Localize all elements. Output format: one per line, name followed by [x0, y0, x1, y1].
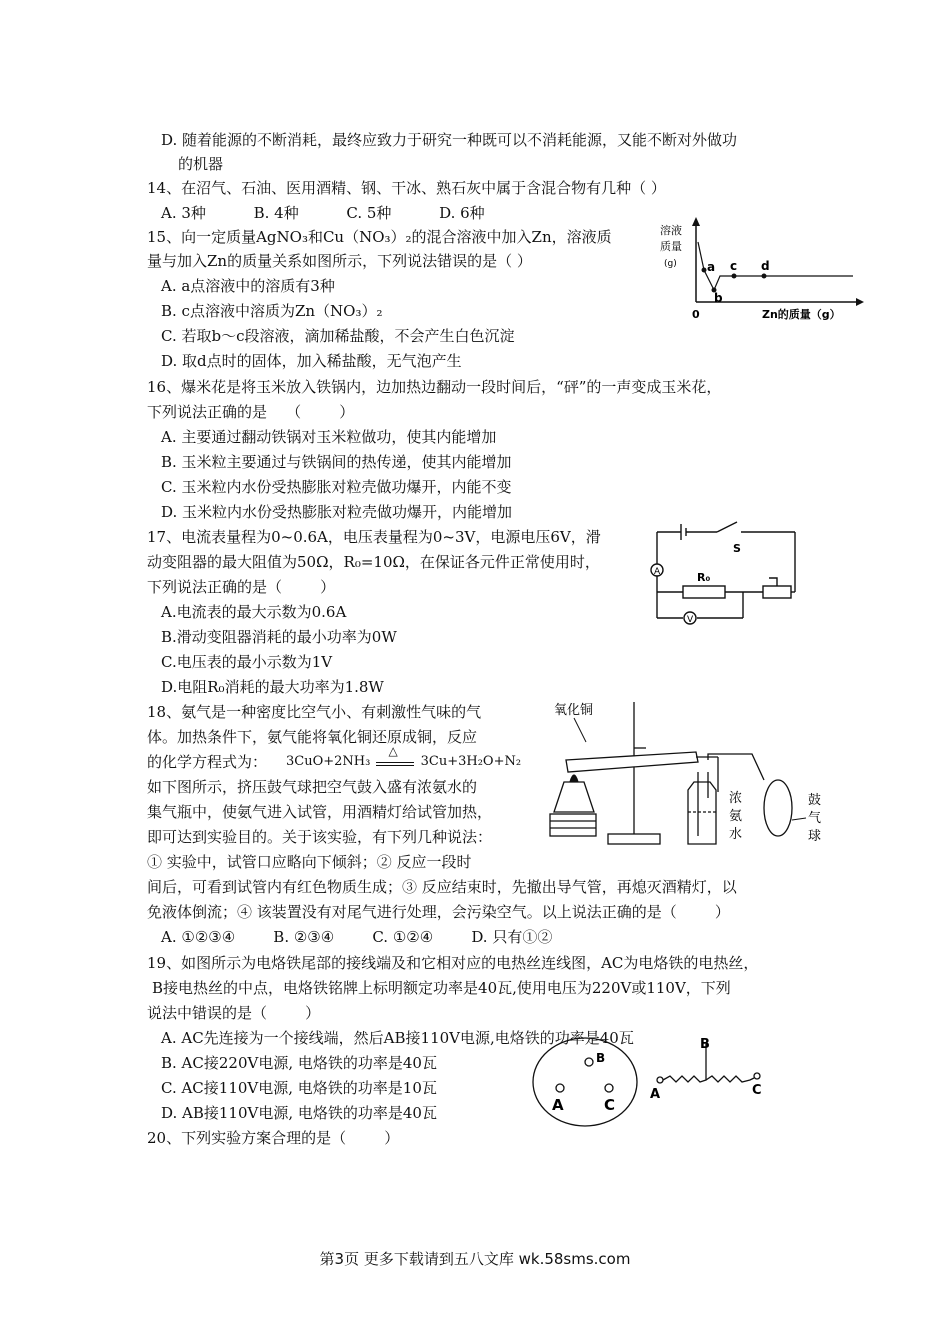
q17-option-c: C.电压表的最小示数为1V — [161, 653, 333, 671]
q18-label-bulb-2: 气 — [808, 811, 822, 826]
q18-apparatus — [546, 694, 831, 860]
q18-line5: 集气瓶中，使氨气进入试管，用酒精灯给试管加热， — [147, 803, 493, 821]
q15-label-a: a — [707, 260, 716, 274]
q19-option-a: A. AC先连接为一个接线端，然后AB接110V电源,电烙铁的功率是40瓦 — [161, 1029, 634, 1047]
q15-mass-graph — [658, 214, 868, 326]
q17-stem-line1: 17、电流表量程为0~0.6A，电压表量程为0~3V，电源电压6V，滑 — [147, 528, 601, 546]
q15-label-c: c — [730, 259, 738, 273]
q17-circuit-diagram — [645, 520, 807, 632]
q19-option-c: C. AC接110V电源, 电烙铁的功率是10瓦 — [161, 1079, 437, 1097]
q17-switch-label: S — [733, 542, 741, 555]
q15-stem-line2: 量与加入Zn的质量关系如图所示，下列说法错误的是（ ） — [147, 252, 532, 270]
q15-y-label-3: (g) — [664, 259, 677, 269]
q15-origin-label: 0 — [692, 308, 700, 321]
q18-label-cuo: 氧化铜 — [554, 703, 594, 718]
q15-point-a — [702, 268, 707, 273]
q15-option-a: A. a点溶液中的溶质有3种 — [161, 277, 335, 295]
q17-ammeter-label: A — [654, 567, 661, 577]
q16-option-c: C. 玉米粒内水份受热膨胀对粒壳做功爆开，内能不变 — [161, 478, 512, 496]
q13-option-d-line2: 的机器 — [178, 155, 224, 173]
q18-label-bulb-1: 鼓 — [808, 793, 822, 808]
q15-label-b: b — [714, 291, 723, 305]
q15-stem-line1: 15、向一定质量AgNO₃和Cu（NO₃）₂的混合溶液中加入Zn，溶液质 — [147, 228, 612, 246]
q14-stem: 14、在沼气、石油、医用酒精、钢、干冰、熟石灰中属于含混合物有几种（ ） — [147, 179, 666, 197]
q16-option-b: B. 玉米粒主要通过与铁锅间的热传递，使其内能增加 — [161, 453, 512, 471]
q18-line3: 的化学方程式为： — [147, 753, 268, 771]
page-footer: 第3页 更多下载请到五八文库 wk.58sms.com — [319, 1250, 631, 1268]
q18-options: A. ①②③④ B. ②③④ C. ①②④ D. 只有①② — [161, 928, 553, 946]
q18-equation-condition: △ — [388, 744, 398, 758]
q16-option-a: A. 主要通过翻动铁锅对玉米粒做功，使其内能增加 — [161, 428, 497, 446]
q18-label-ammonia-2: 氨 — [729, 809, 743, 824]
q19-stem-line2: B接电热丝的中点，电烙铁铭牌上标明额定功率是40瓦,使用电压为220V或110V，下列 — [152, 979, 731, 997]
q15-point-c — [732, 274, 737, 279]
q19-circle-b: B — [596, 1051, 606, 1065]
q17-stem-line2: 动变阻器的最大阻值为50Ω，R₀=10Ω，在保证各元件正常使用时， — [147, 553, 600, 571]
q15-y-label-2: 质量 — [660, 240, 682, 253]
q17-option-a: A.电流表的最大示数为0.6A — [161, 603, 347, 621]
q13-option-d-line1: D. 随着能源的不断消耗，最终应致力于研究一种既可以不消耗能源，又能不断对外做功 — [161, 131, 738, 149]
q18-label-ammonia-3: 水 — [729, 827, 743, 842]
q18-equation-left: 3CuO+2NH₃ — [286, 754, 371, 769]
q15-option-c: C. 若取b～c段溶液，滴加稀盐酸，不会产生白色沉淀 — [161, 327, 515, 345]
q18-label-ammonia-1: 浓 — [729, 791, 743, 806]
q15-option-d: D. 取d点时的固体，加入稀盐酸，无气泡产生 — [161, 352, 462, 370]
q20-stem: 20、下列实验方案合理的是（ ） — [147, 1129, 400, 1147]
q18-line1: 18、氨气是一种密度比空气小、有刺激性气味的气 — [147, 703, 482, 721]
q15-y-label-1: 溶液 — [660, 224, 682, 237]
q18-line9: 免液体倒流；④ 该装置没有对尾气进行处理，会污染空气。以上说法正确的是（ ） — [147, 903, 730, 921]
q17-voltmeter-label: V — [687, 615, 694, 625]
q14-options: A. 3种 B. 4种 C. 5种 D. 6种 — [161, 204, 485, 222]
q15-x-label: Zn的质量（g） — [762, 308, 841, 321]
q19-wire-c: C — [752, 1083, 762, 1098]
q18-line8: 间后，可看到试管内有红色物质生成；③ 反应结束时，先撤出导气管，再熄灭酒精灯，以 — [147, 878, 737, 896]
q19-option-b: B. AC接220V电源, 电烙铁的功率是40瓦 — [161, 1054, 437, 1072]
q19-circle-c: C — [604, 1096, 616, 1114]
q19-wire-a: A — [650, 1087, 661, 1102]
q18-line2: 体。加热条件下，氨气能将氧化铜还原成铜，反应 — [147, 728, 478, 746]
q16-option-d: D. 玉米粒内水份受热膨胀对粒壳做功爆开，内能增加 — [161, 503, 513, 521]
q18-label-bulb-3: 球 — [808, 829, 822, 844]
q18-line7: ① 实验中，试管口应略向下倾斜；② 反应一段时 — [147, 853, 472, 871]
q17-option-b: B.滑动变阻器消耗的最小功率为0W — [161, 628, 397, 646]
q18-equation-right: 3Cu+3H₂O+N₂ — [420, 754, 522, 769]
q16-stem-line1: 16、爆米花是将玉米放入铁锅内，边加热边翻动一段时间后，“砰”的一声变成玉米花， — [147, 378, 722, 396]
q17-r0-label: R₀ — [697, 571, 711, 584]
q19-terminal-diagram — [530, 1032, 780, 1132]
q19-stem-line3: 说法中错误的是（ ） — [147, 1004, 321, 1022]
q18-equation — [286, 744, 522, 772]
q19-option-d: D. AB接110V电源, 电烙铁的功率是40瓦 — [161, 1104, 437, 1122]
q19-circle-a: A — [552, 1096, 564, 1114]
q19-wire-b: B — [700, 1037, 710, 1052]
q18-line4: 如下图所示，挤压鼓气球把空气鼓入盛有浓氨水的 — [147, 778, 478, 796]
q18-line6: 即可达到实验目的。关于该实验，有下列几种说法： — [147, 828, 493, 846]
q15-option-b: B. c点溶液中溶质为Zn（NO₃）₂ — [161, 302, 383, 320]
q15-label-d: d — [761, 259, 770, 273]
q17-option-d: D.电阻R₀消耗的最大功率为1.8W — [161, 678, 384, 696]
q16-stem-line2: 下列说法正确的是 （ ） — [147, 403, 355, 421]
q19-stem-line1: 19、如图所示为电烙铁尾部的接线端及和它相对应的电热丝连线图，AC为电烙铁的电热丝， — [147, 954, 759, 972]
q15-point-d — [762, 274, 767, 279]
q17-stem-line3: 下列说法正确的是（ ） — [147, 578, 336, 596]
